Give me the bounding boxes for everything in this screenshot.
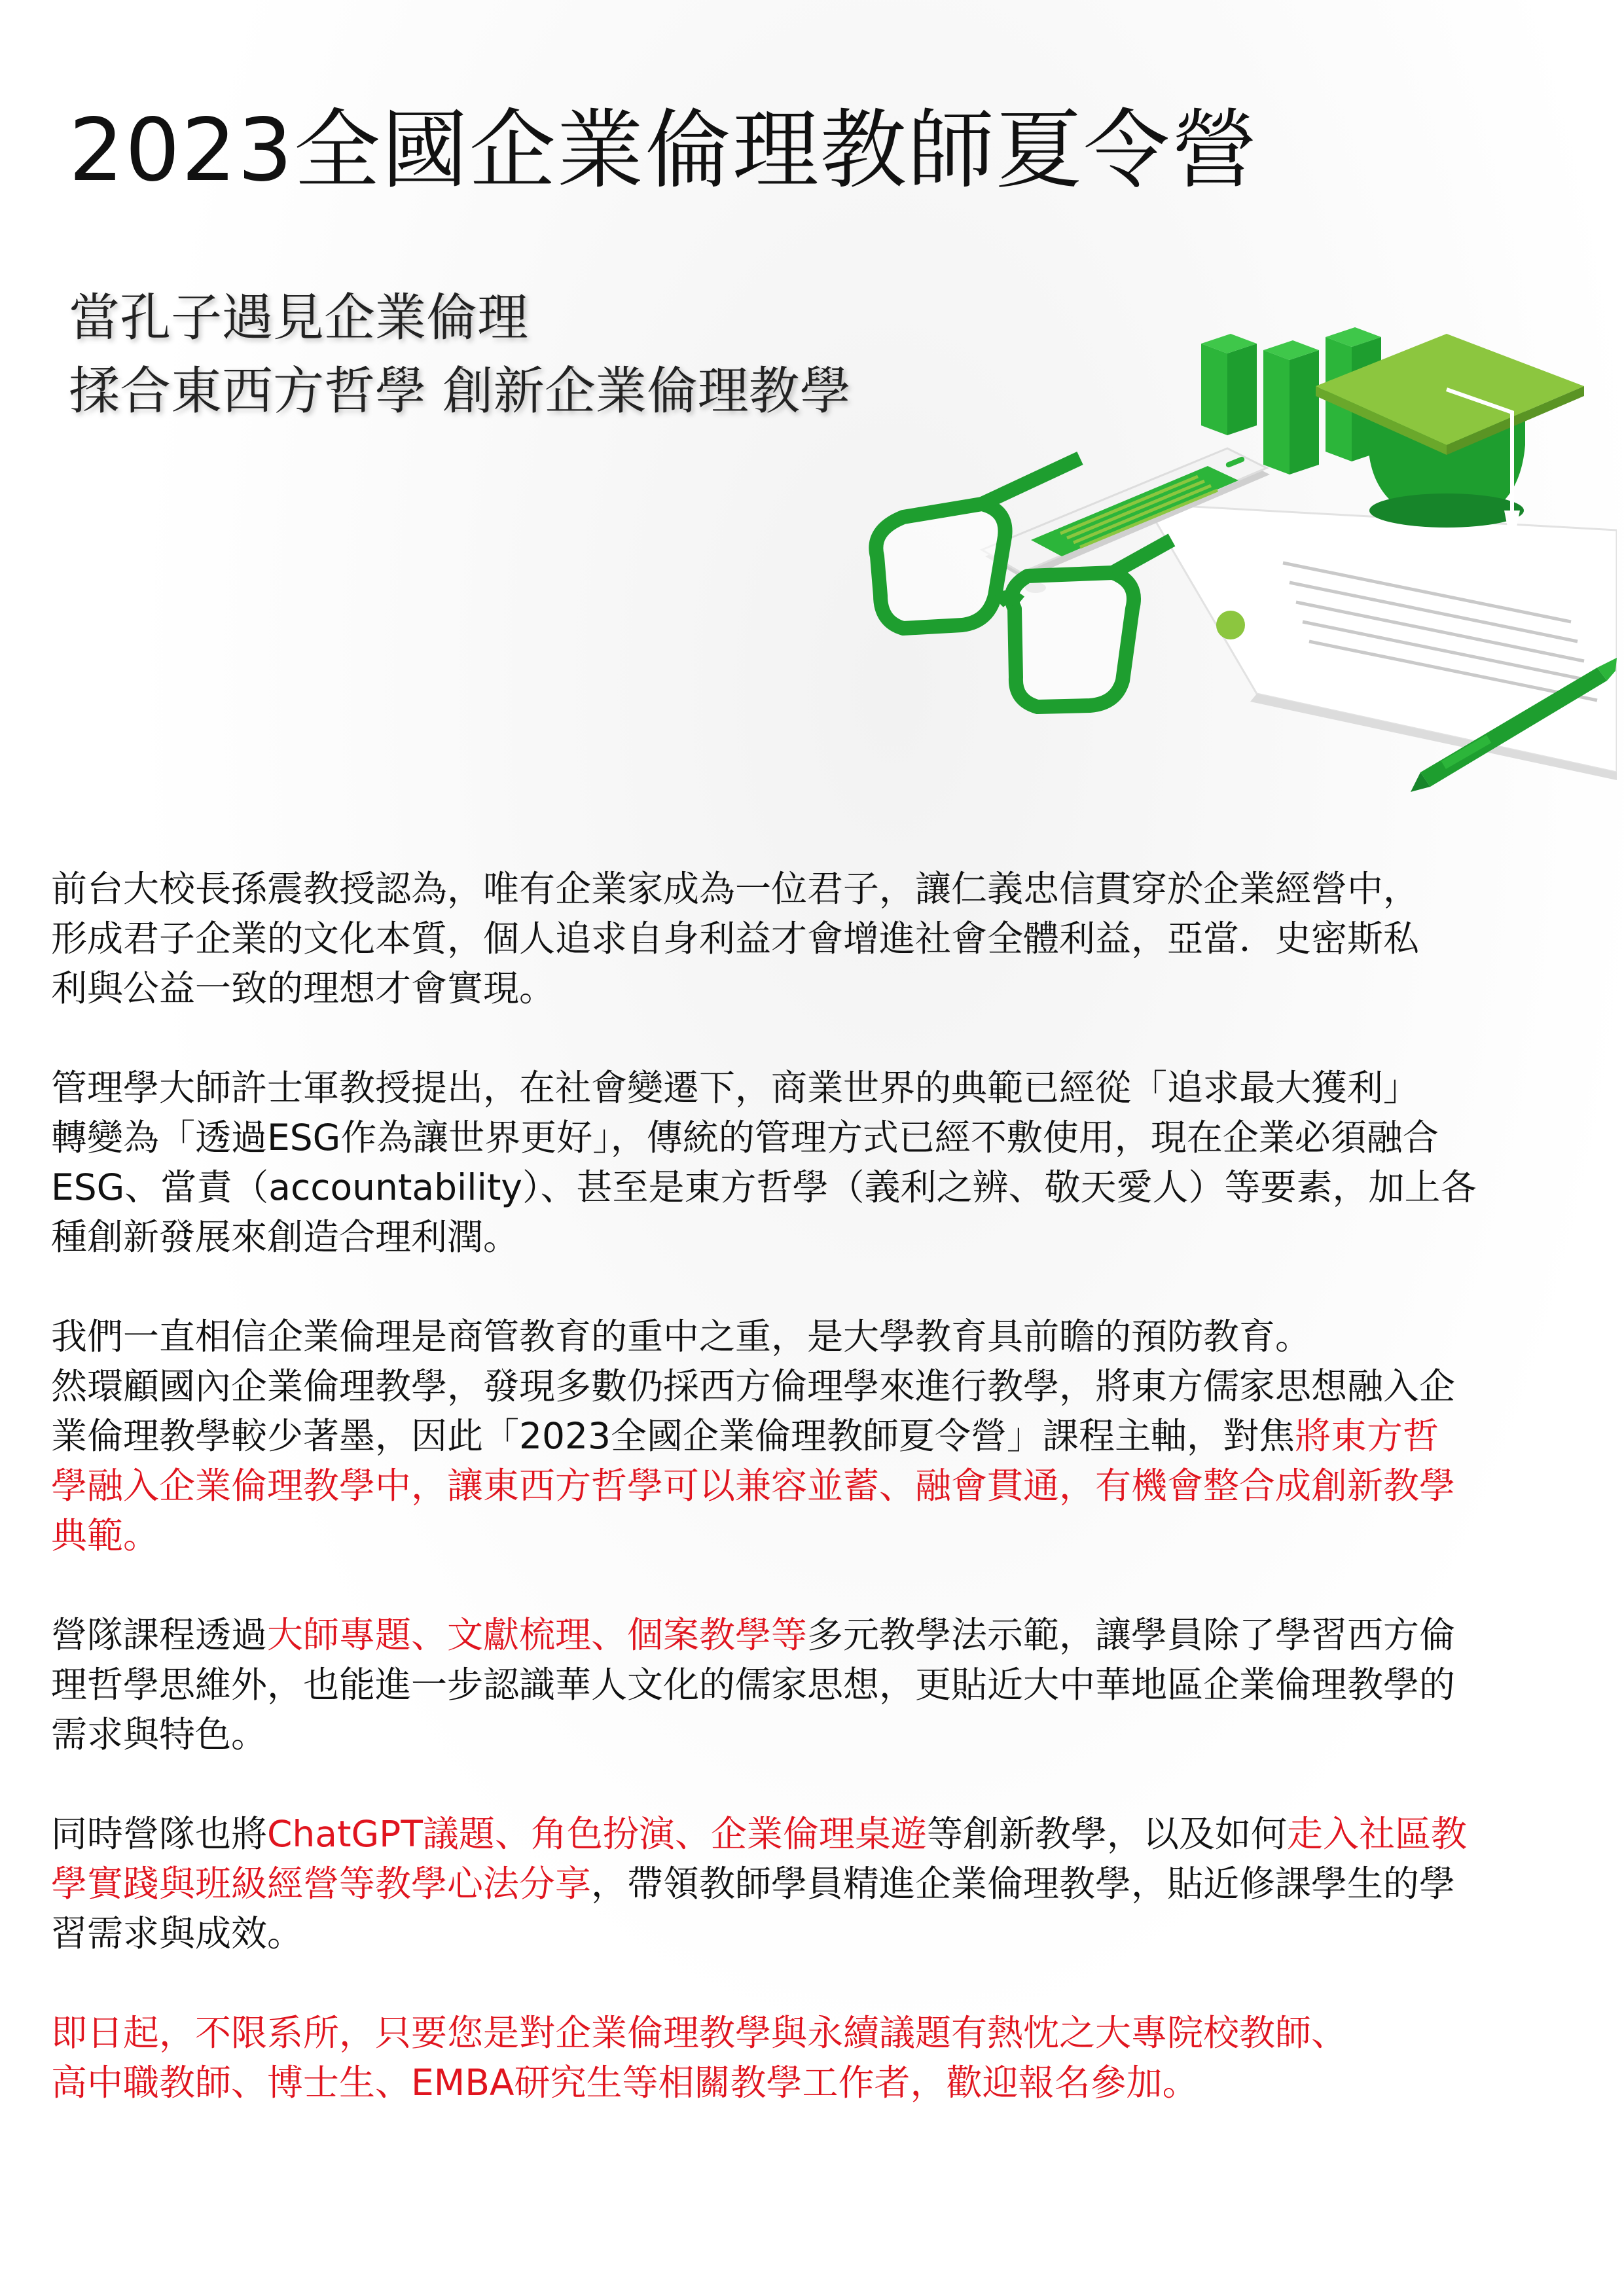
text-line: 習需求與成效。 bbox=[51, 1912, 304, 1954]
text-line: 理哲學思維外，也能進一步認識華人文化的儒家思想，更貼近大中華地區企業倫理教學的 bbox=[51, 1664, 1456, 1706]
paragraph-5 bbox=[51, 1809, 1602, 1958]
education-illustration bbox=[864, 314, 1617, 798]
subtitle-line-1: 當孔子遇見企業倫理 bbox=[69, 289, 529, 348]
text-line: 我們一直相信企業倫理是商管教育的重中之重，是大學教育具前瞻的預防教育。 bbox=[51, 1316, 1312, 1357]
text-segment: 營隊課程透過 bbox=[51, 1614, 268, 1656]
paragraph-1 bbox=[51, 864, 1602, 1013]
text-segment: 多元教學法示範，讓學員除了學習西方倫 bbox=[807, 1614, 1456, 1656]
page-title: 2023全國企業倫理教師夏令營 bbox=[69, 100, 1259, 201]
paragraph-6 bbox=[51, 2008, 1602, 2108]
highlight-text: 高中職教師、博士生、EMBA研究生等相關教學工作者，歡迎報名參加。 bbox=[51, 2062, 1199, 2104]
text-line: 轉變為「透過ESG作為讓世界更好」，傳統的管理方式已經不敷使用，現在企業必須融合 bbox=[51, 1117, 1439, 1158]
text-line: ESG、當責（accountability）、甚至是東方哲學（義利之辨、敬天愛人）等要素，加上各 bbox=[51, 1166, 1477, 1208]
text-line: 然環顧國內企業倫理教學，發現多數仍採西方倫理學來進行教學，將東方儒家思想融入企 bbox=[51, 1365, 1456, 1407]
highlight-text: 走入社區教 bbox=[1286, 1813, 1467, 1855]
paragraph-4 bbox=[51, 1610, 1602, 1759]
paragraph-2 bbox=[51, 1063, 1602, 1262]
text-line: 前台大校長孫震教授認為，唯有企業家成為一位君子，讓仁義忠信貫穿於企業經營中， bbox=[51, 868, 1420, 910]
text-segment: 等創新教學，以及如何 bbox=[926, 1813, 1287, 1855]
text-line: 種創新發展來創造合理利潤。 bbox=[51, 1216, 520, 1258]
highlight-text: 即日起，不限系所，只要您是對企業倫理教學與永續議題有熱忱之大專院校教師、 bbox=[51, 2012, 1348, 2054]
highlight-text: 大師專題、文獻梳理、個案教學等 bbox=[267, 1614, 808, 1656]
text-segment: 業倫理教學較少著墨，因此「2023全國企業倫理教師夏令營」課程主軸，對焦 bbox=[51, 1415, 1295, 1457]
text-segment: 同時營隊也將 bbox=[51, 1813, 268, 1855]
text-line bbox=[51, 1411, 1602, 1461]
subtitle-line-2: 揉合東西方哲學 創新企業倫理教學 bbox=[69, 362, 851, 421]
paragraph-3 bbox=[51, 1312, 1602, 1560]
text-line: 管理學大師許士軍教授提出，在社會變遷下，商業世界的典範已經從「追求最大獲利」 bbox=[51, 1067, 1420, 1109]
text-line: 利與公益一致的理想才會實現。 bbox=[51, 967, 556, 1009]
text-line bbox=[51, 1610, 1602, 1660]
highlight-text: 學融入企業倫理教學中，讓東西方哲學可以兼容並蓄、融會貫通，有機會整合成創新教學 bbox=[51, 1465, 1456, 1507]
body-text bbox=[51, 864, 1602, 2157]
subtitle bbox=[69, 281, 851, 428]
text-line: 形成君子企業的文化本質，個人追求自身利益才會增進社會全體利益，亞當．史密斯私 bbox=[51, 918, 1420, 960]
document-icon bbox=[1146, 504, 1617, 780]
highlight-text: 將東方哲 bbox=[1294, 1415, 1439, 1457]
highlight-text: 學實踐與班級經營等教學心法分享 bbox=[51, 1863, 592, 1905]
text-segment: ，帶領教師學員精進企業倫理教學，貼近修課學生的學 bbox=[591, 1863, 1456, 1905]
text-line bbox=[51, 1859, 1602, 1909]
text-line bbox=[51, 1809, 1602, 1859]
highlight-text: ChatGPT議題、角色扮演、企業倫理桌遊 bbox=[267, 1813, 927, 1855]
highlight-text: 典範。 bbox=[51, 1515, 160, 1556]
text-line: 需求與特色。 bbox=[51, 1713, 268, 1755]
